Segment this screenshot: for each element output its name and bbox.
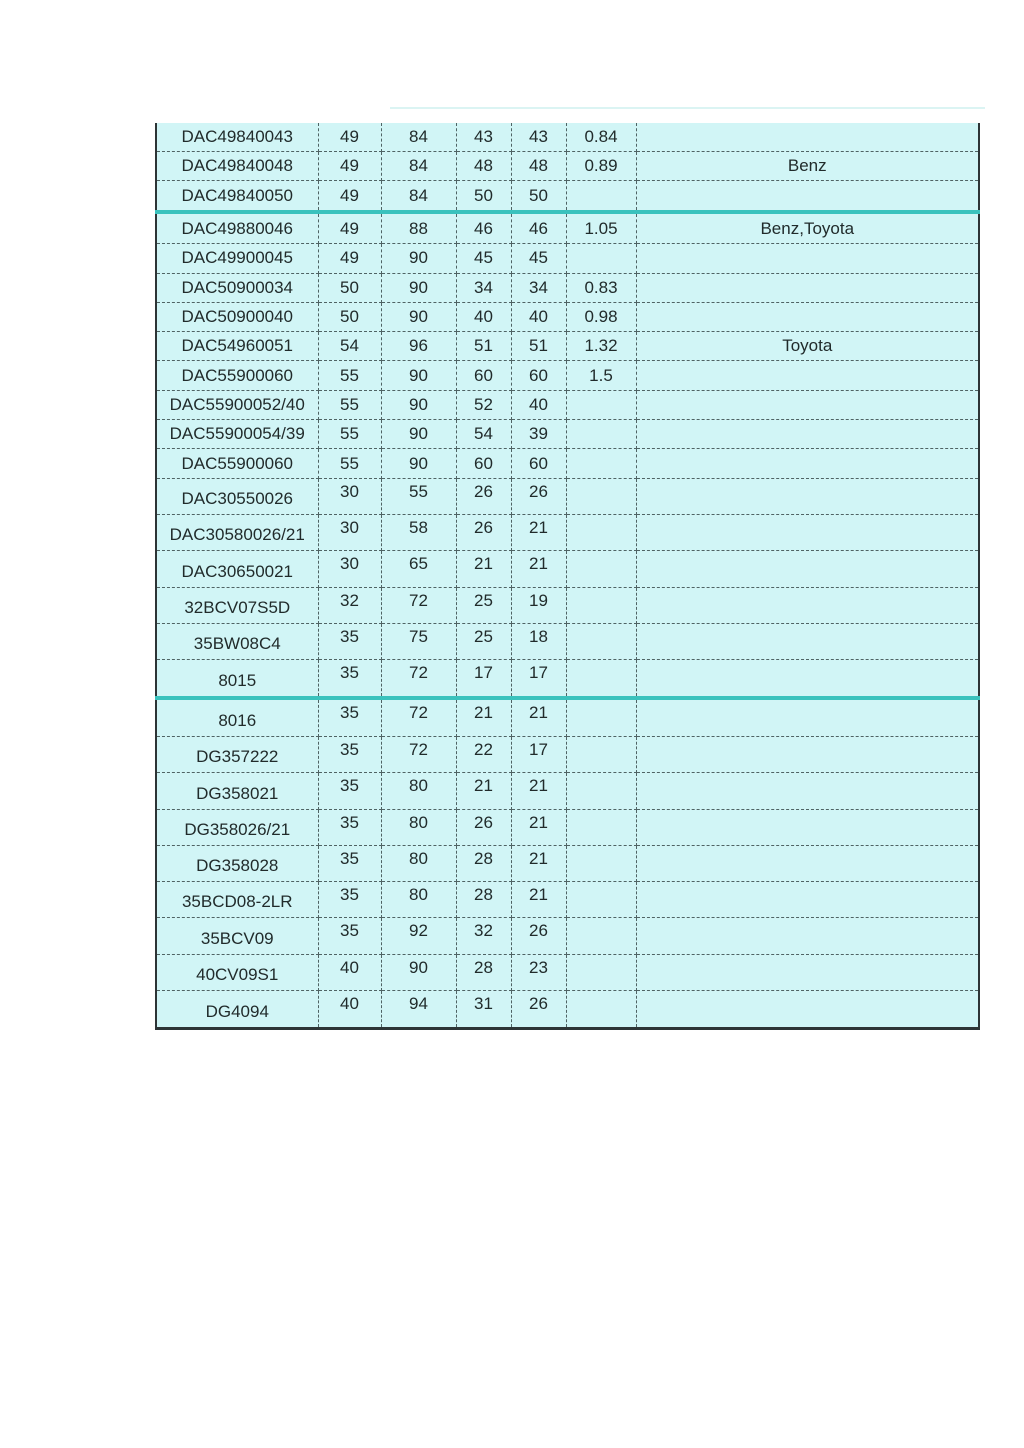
dim-2-cell: 90 bbox=[381, 420, 456, 449]
brand-cell bbox=[636, 587, 979, 623]
dim-2-cell: 72 bbox=[381, 660, 456, 698]
dim-2-cell: 90 bbox=[381, 390, 456, 419]
part-number-cell: DAC55900052/40 bbox=[156, 390, 318, 419]
dim-4-cell: 21 bbox=[511, 845, 566, 881]
dim-3-cell: 21 bbox=[456, 551, 511, 587]
part-number-cell: DG358026/21 bbox=[156, 809, 318, 845]
weight-cell bbox=[566, 954, 636, 990]
dim-3-cell: 51 bbox=[456, 332, 511, 361]
part-number-cell: DG4094 bbox=[156, 991, 318, 1029]
dim-2-cell: 94 bbox=[381, 991, 456, 1029]
part-number-cell: 8015 bbox=[156, 660, 318, 698]
table-row bbox=[156, 212, 979, 243]
table-row bbox=[156, 361, 979, 390]
table-row bbox=[156, 809, 979, 845]
brand-cell: Benz bbox=[636, 152, 979, 181]
part-number-cell: DAC49900045 bbox=[156, 244, 318, 273]
part-number-cell: 35BW08C4 bbox=[156, 623, 318, 659]
table-row bbox=[156, 882, 979, 918]
brand-cell bbox=[636, 302, 979, 331]
weight-cell: 0.84 bbox=[566, 123, 636, 152]
brand-cell bbox=[636, 623, 979, 659]
dim-1-cell: 49 bbox=[318, 181, 381, 212]
table-row bbox=[156, 449, 979, 478]
dim-4-cell: 50 bbox=[511, 181, 566, 212]
part-number-cell: DAC50900040 bbox=[156, 302, 318, 331]
bearing-parts-table bbox=[155, 123, 980, 1030]
dim-3-cell: 40 bbox=[456, 302, 511, 331]
weight-cell bbox=[566, 882, 636, 918]
dim-2-cell: 80 bbox=[381, 845, 456, 881]
table-row bbox=[156, 390, 979, 419]
dim-2-cell: 84 bbox=[381, 123, 456, 152]
table-row bbox=[156, 918, 979, 954]
weight-cell: 0.89 bbox=[566, 152, 636, 181]
weight-cell bbox=[566, 478, 636, 514]
dim-4-cell: 17 bbox=[511, 737, 566, 773]
dim-4-cell: 60 bbox=[511, 449, 566, 478]
dim-3-cell: 52 bbox=[456, 390, 511, 419]
weight-cell bbox=[566, 918, 636, 954]
dim-1-cell: 55 bbox=[318, 390, 381, 419]
dim-4-cell: 18 bbox=[511, 623, 566, 659]
dim-3-cell: 22 bbox=[456, 737, 511, 773]
brand-cell: Toyota bbox=[636, 332, 979, 361]
brand-cell: Benz,Toyota bbox=[636, 212, 979, 243]
dim-4-cell: 40 bbox=[511, 390, 566, 419]
dim-4-cell: 21 bbox=[511, 773, 566, 809]
weight-cell: 1.32 bbox=[566, 332, 636, 361]
dim-2-cell: 80 bbox=[381, 773, 456, 809]
brand-cell bbox=[636, 954, 979, 990]
part-number-cell: DG357222 bbox=[156, 737, 318, 773]
dim-3-cell: 60 bbox=[456, 449, 511, 478]
table-row bbox=[156, 152, 979, 181]
part-number-cell: 40CV09S1 bbox=[156, 954, 318, 990]
weight-cell bbox=[566, 449, 636, 478]
weight-cell bbox=[566, 181, 636, 212]
dim-1-cell: 54 bbox=[318, 332, 381, 361]
dim-2-cell: 55 bbox=[381, 478, 456, 514]
table-row bbox=[156, 302, 979, 331]
part-number-cell: DG358028 bbox=[156, 845, 318, 881]
weight-cell bbox=[566, 845, 636, 881]
weight-cell: 1.5 bbox=[566, 361, 636, 390]
weight-cell: 0.83 bbox=[566, 273, 636, 302]
dim-4-cell: 19 bbox=[511, 587, 566, 623]
brand-cell bbox=[636, 515, 979, 551]
dim-1-cell: 40 bbox=[318, 991, 381, 1029]
part-number-cell: DAC49840048 bbox=[156, 152, 318, 181]
dim-3-cell: 45 bbox=[456, 244, 511, 273]
dim-4-cell: 51 bbox=[511, 332, 566, 361]
brand-cell bbox=[636, 181, 979, 212]
dim-1-cell: 35 bbox=[318, 698, 381, 736]
part-number-cell: DAC54960051 bbox=[156, 332, 318, 361]
table-row bbox=[156, 123, 979, 152]
part-number-cell: DAC55900054/39 bbox=[156, 420, 318, 449]
dim-1-cell: 35 bbox=[318, 809, 381, 845]
dim-3-cell: 34 bbox=[456, 273, 511, 302]
dim-1-cell: 35 bbox=[318, 882, 381, 918]
dim-1-cell: 35 bbox=[318, 623, 381, 659]
part-number-cell: DAC49840050 bbox=[156, 181, 318, 212]
brand-cell bbox=[636, 918, 979, 954]
part-number-cell: DAC55900060 bbox=[156, 361, 318, 390]
brand-cell bbox=[636, 244, 979, 273]
dim-2-cell: 88 bbox=[381, 212, 456, 243]
brand-cell bbox=[636, 390, 979, 419]
weight-cell bbox=[566, 515, 636, 551]
part-number-cell: DAC49840043 bbox=[156, 123, 318, 152]
weight-cell: 0.98 bbox=[566, 302, 636, 331]
dim-4-cell: 21 bbox=[511, 551, 566, 587]
weight-cell bbox=[566, 773, 636, 809]
brand-cell bbox=[636, 478, 979, 514]
brand-cell bbox=[636, 773, 979, 809]
table-row bbox=[156, 587, 979, 623]
dim-1-cell: 49 bbox=[318, 212, 381, 243]
table-row bbox=[156, 515, 979, 551]
dim-1-cell: 49 bbox=[318, 152, 381, 181]
dim-3-cell: 17 bbox=[456, 660, 511, 698]
dim-2-cell: 90 bbox=[381, 361, 456, 390]
table-row bbox=[156, 991, 979, 1029]
dim-1-cell: 35 bbox=[318, 918, 381, 954]
dim-3-cell: 26 bbox=[456, 809, 511, 845]
dim-3-cell: 54 bbox=[456, 420, 511, 449]
dim-2-cell: 58 bbox=[381, 515, 456, 551]
dim-2-cell: 90 bbox=[381, 273, 456, 302]
table-row bbox=[156, 845, 979, 881]
faint-horizontal-rule bbox=[390, 107, 985, 109]
dim-4-cell: 17 bbox=[511, 660, 566, 698]
dim-1-cell: 50 bbox=[318, 273, 381, 302]
dim-2-cell: 84 bbox=[381, 152, 456, 181]
brand-cell bbox=[636, 273, 979, 302]
part-number-cell: 35BCD08-2LR bbox=[156, 882, 318, 918]
brand-cell bbox=[636, 845, 979, 881]
dim-2-cell: 84 bbox=[381, 181, 456, 212]
dim-4-cell: 43 bbox=[511, 123, 566, 152]
table-row bbox=[156, 420, 979, 449]
part-number-cell: 32BCV07S5D bbox=[156, 587, 318, 623]
dim-4-cell: 23 bbox=[511, 954, 566, 990]
weight-cell bbox=[566, 809, 636, 845]
dim-1-cell: 30 bbox=[318, 551, 381, 587]
dim-2-cell: 90 bbox=[381, 449, 456, 478]
part-number-cell: DAC30550026 bbox=[156, 478, 318, 514]
dim-4-cell: 60 bbox=[511, 361, 566, 390]
dim-4-cell: 39 bbox=[511, 420, 566, 449]
table-row bbox=[156, 954, 979, 990]
brand-cell bbox=[636, 123, 979, 152]
brand-cell bbox=[636, 737, 979, 773]
dim-3-cell: 28 bbox=[456, 882, 511, 918]
weight-cell bbox=[566, 390, 636, 419]
dim-4-cell: 26 bbox=[511, 918, 566, 954]
weight-cell bbox=[566, 698, 636, 736]
dim-1-cell: 55 bbox=[318, 420, 381, 449]
weight-cell bbox=[566, 623, 636, 659]
part-number-cell: DAC50900034 bbox=[156, 273, 318, 302]
dim-1-cell: 30 bbox=[318, 478, 381, 514]
dim-4-cell: 26 bbox=[511, 991, 566, 1029]
dim-3-cell: 25 bbox=[456, 623, 511, 659]
dim-4-cell: 34 bbox=[511, 273, 566, 302]
dim-1-cell: 35 bbox=[318, 660, 381, 698]
table-row bbox=[156, 773, 979, 809]
dim-1-cell: 55 bbox=[318, 449, 381, 478]
brand-cell bbox=[636, 420, 979, 449]
weight-cell bbox=[566, 551, 636, 587]
part-number-cell: DAC55900060 bbox=[156, 449, 318, 478]
dim-3-cell: 60 bbox=[456, 361, 511, 390]
part-number-cell: DAC49880046 bbox=[156, 212, 318, 243]
part-number-cell: DAC30580026/21 bbox=[156, 515, 318, 551]
dim-3-cell: 28 bbox=[456, 954, 511, 990]
table-row bbox=[156, 244, 979, 273]
dim-1-cell: 30 bbox=[318, 515, 381, 551]
dim-2-cell: 96 bbox=[381, 332, 456, 361]
dim-4-cell: 21 bbox=[511, 809, 566, 845]
table-row bbox=[156, 623, 979, 659]
table-row bbox=[156, 181, 979, 212]
dim-1-cell: 32 bbox=[318, 587, 381, 623]
dim-4-cell: 21 bbox=[511, 882, 566, 918]
part-number-cell: 8016 bbox=[156, 698, 318, 736]
dim-4-cell: 21 bbox=[511, 515, 566, 551]
weight-cell bbox=[566, 991, 636, 1029]
brand-cell bbox=[636, 660, 979, 698]
dim-1-cell: 35 bbox=[318, 845, 381, 881]
brand-cell bbox=[636, 551, 979, 587]
dim-2-cell: 90 bbox=[381, 244, 456, 273]
dim-1-cell: 49 bbox=[318, 123, 381, 152]
weight-cell bbox=[566, 244, 636, 273]
dim-3-cell: 48 bbox=[456, 152, 511, 181]
dim-3-cell: 32 bbox=[456, 918, 511, 954]
dim-1-cell: 40 bbox=[318, 954, 381, 990]
dim-3-cell: 25 bbox=[456, 587, 511, 623]
brand-cell bbox=[636, 991, 979, 1029]
dim-4-cell: 40 bbox=[511, 302, 566, 331]
table-row bbox=[156, 660, 979, 698]
weight-cell bbox=[566, 587, 636, 623]
dim-4-cell: 45 bbox=[511, 244, 566, 273]
table-row bbox=[156, 698, 979, 736]
table-row bbox=[156, 332, 979, 361]
table-row bbox=[156, 551, 979, 587]
weight-cell: 1.05 bbox=[566, 212, 636, 243]
dim-2-cell: 75 bbox=[381, 623, 456, 659]
dim-4-cell: 48 bbox=[511, 152, 566, 181]
part-number-cell: 35BCV09 bbox=[156, 918, 318, 954]
brand-cell bbox=[636, 809, 979, 845]
dim-2-cell: 80 bbox=[381, 882, 456, 918]
dim-2-cell: 92 bbox=[381, 918, 456, 954]
dim-2-cell: 72 bbox=[381, 737, 456, 773]
dim-2-cell: 72 bbox=[381, 698, 456, 736]
brand-cell bbox=[636, 882, 979, 918]
dim-1-cell: 35 bbox=[318, 737, 381, 773]
dim-3-cell: 50 bbox=[456, 181, 511, 212]
dim-3-cell: 26 bbox=[456, 478, 511, 514]
dim-2-cell: 90 bbox=[381, 302, 456, 331]
dim-2-cell: 90 bbox=[381, 954, 456, 990]
dim-3-cell: 43 bbox=[456, 123, 511, 152]
dim-3-cell: 26 bbox=[456, 515, 511, 551]
brand-cell bbox=[636, 698, 979, 736]
dim-3-cell: 46 bbox=[456, 212, 511, 243]
table-row bbox=[156, 478, 979, 514]
dim-3-cell: 31 bbox=[456, 991, 511, 1029]
dim-3-cell: 21 bbox=[456, 698, 511, 736]
table-row bbox=[156, 273, 979, 302]
brand-cell bbox=[636, 361, 979, 390]
dim-4-cell: 46 bbox=[511, 212, 566, 243]
part-number-cell: DG358021 bbox=[156, 773, 318, 809]
dim-1-cell: 35 bbox=[318, 773, 381, 809]
parts-table-container bbox=[155, 123, 980, 1030]
dim-2-cell: 80 bbox=[381, 809, 456, 845]
dim-2-cell: 72 bbox=[381, 587, 456, 623]
table-row bbox=[156, 737, 979, 773]
dim-3-cell: 21 bbox=[456, 773, 511, 809]
dim-2-cell: 65 bbox=[381, 551, 456, 587]
dim-4-cell: 21 bbox=[511, 698, 566, 736]
dim-1-cell: 49 bbox=[318, 244, 381, 273]
weight-cell bbox=[566, 660, 636, 698]
dim-4-cell: 26 bbox=[511, 478, 566, 514]
weight-cell bbox=[566, 737, 636, 773]
brand-cell bbox=[636, 449, 979, 478]
dim-1-cell: 55 bbox=[318, 361, 381, 390]
dim-3-cell: 28 bbox=[456, 845, 511, 881]
weight-cell bbox=[566, 420, 636, 449]
dim-1-cell: 50 bbox=[318, 302, 381, 331]
part-number-cell: DAC30650021 bbox=[156, 551, 318, 587]
